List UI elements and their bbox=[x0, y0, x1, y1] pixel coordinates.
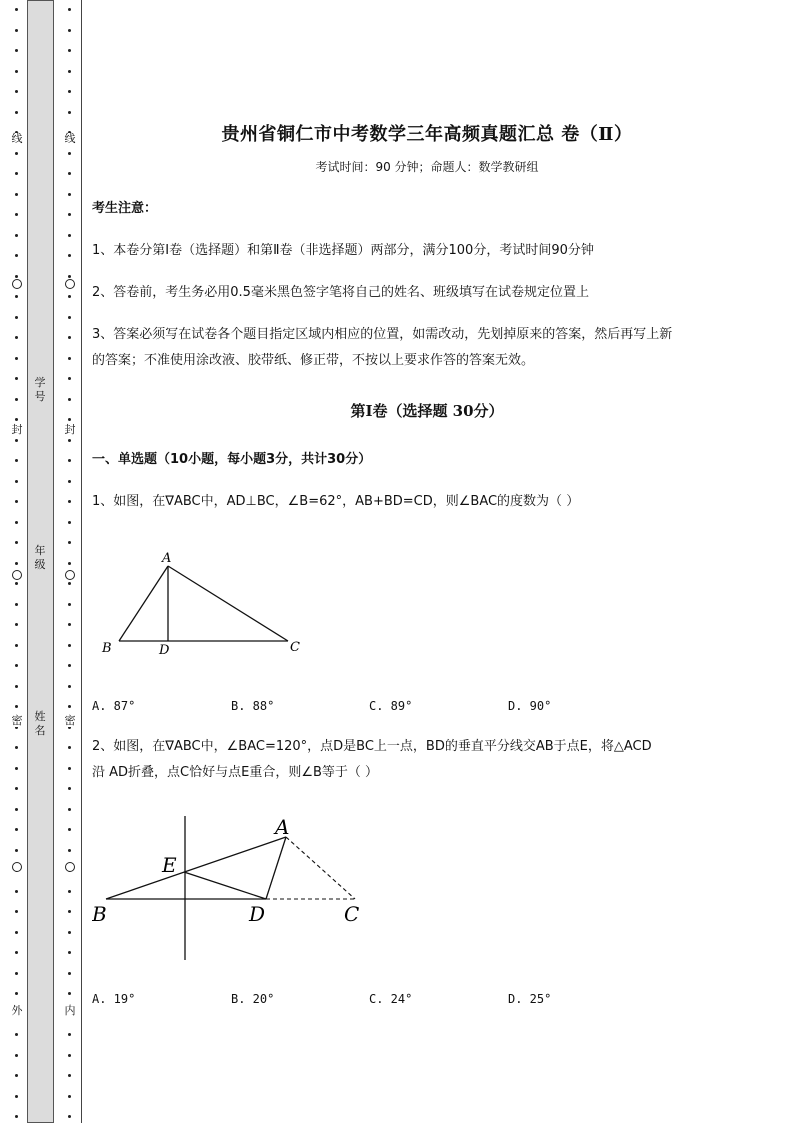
binding-dot bbox=[15, 439, 18, 442]
binding-dot bbox=[68, 49, 71, 52]
label-a: A bbox=[162, 551, 172, 566]
binding-dot bbox=[15, 1054, 18, 1057]
binding-dot bbox=[15, 254, 18, 257]
question-1-figure bbox=[92, 540, 332, 670]
inner-circle bbox=[65, 279, 75, 289]
segment-ba bbox=[106, 837, 286, 899]
binding-margin bbox=[0, 0, 84, 1123]
binding-dot bbox=[68, 357, 71, 360]
inner-char-xian: 线 bbox=[62, 133, 78, 145]
binding-dot bbox=[68, 705, 71, 708]
binding-dot bbox=[15, 418, 18, 421]
binding-dot bbox=[15, 1033, 18, 1036]
binding-dot bbox=[15, 562, 18, 565]
binding-dot bbox=[68, 541, 71, 544]
student-id-label: 学号 bbox=[34, 376, 46, 403]
label-c: C bbox=[344, 902, 360, 926]
binding-dot bbox=[15, 377, 18, 380]
inner-circle bbox=[65, 862, 75, 872]
binding-dot bbox=[68, 849, 71, 852]
binding-dot bbox=[68, 992, 71, 995]
outer-circle bbox=[12, 279, 22, 289]
binding-dot bbox=[68, 316, 71, 319]
section-title: 第Ⅰ卷（选择题 30分） bbox=[350, 402, 504, 420]
name-label: 姓名 bbox=[34, 710, 46, 737]
binding-dot bbox=[15, 234, 18, 237]
binding-dot bbox=[68, 459, 71, 462]
binding-dot bbox=[68, 1115, 71, 1118]
binding-dot bbox=[68, 90, 71, 93]
note-item: 2、答卷前，考生务必用0.5毫米黑色签字笔将自己的姓名、班级填写在试卷规定位置上 bbox=[92, 285, 589, 300]
binding-dot bbox=[15, 1115, 18, 1118]
q1-option-a[interactable]: A. 87° bbox=[92, 699, 136, 713]
binding-dot bbox=[15, 972, 18, 975]
dashed-segment-ac bbox=[286, 837, 355, 899]
binding-dot bbox=[68, 193, 71, 196]
grade-label: 年级 bbox=[34, 544, 46, 571]
student-id-field bbox=[32, 376, 48, 404]
binding-dot bbox=[68, 480, 71, 483]
binding-dot bbox=[68, 377, 71, 380]
binding-dot bbox=[15, 890, 18, 893]
binding-dot bbox=[68, 931, 71, 934]
binding-dot bbox=[68, 685, 71, 688]
binding-dot bbox=[15, 49, 18, 52]
binding-dot bbox=[15, 787, 18, 790]
binding-dot bbox=[15, 1095, 18, 1098]
binding-dot bbox=[15, 336, 18, 339]
binding-dot bbox=[15, 172, 18, 175]
binding-dot bbox=[68, 172, 71, 175]
segment-ed bbox=[184, 872, 266, 899]
binding-dot bbox=[15, 1074, 18, 1077]
binding-dot bbox=[15, 459, 18, 462]
binding-dot bbox=[15, 705, 18, 708]
inner-char-feng: 封 bbox=[62, 424, 78, 436]
label-a: A bbox=[275, 815, 290, 839]
binding-dot bbox=[15, 152, 18, 155]
binding-dot bbox=[15, 849, 18, 852]
binding-dot bbox=[15, 910, 18, 913]
binding-dot bbox=[68, 910, 71, 913]
outer-circle bbox=[12, 862, 22, 872]
binding-dot bbox=[15, 808, 18, 811]
binding-dot bbox=[68, 111, 71, 114]
inner-char-mi: 密 bbox=[62, 715, 78, 727]
binding-dot bbox=[68, 1074, 71, 1077]
binding-dot bbox=[15, 70, 18, 73]
binding-dot bbox=[68, 664, 71, 667]
q1-option-d[interactable]: D. 90° bbox=[508, 699, 552, 713]
binding-dot bbox=[15, 582, 18, 585]
label-b: B bbox=[92, 902, 107, 926]
outer-char-feng: 封 bbox=[9, 424, 25, 436]
binding-dot bbox=[68, 767, 71, 770]
note-item: 3、答案必须写在试卷各个题目指定区域内相应的位置，如需改动，先划掉原来的答案，然后再写上新 bbox=[92, 327, 673, 342]
binding-dot bbox=[15, 541, 18, 544]
q2-option-d[interactable]: D. 25° bbox=[508, 992, 552, 1006]
q2-option-a[interactable]: A. 19° bbox=[92, 992, 136, 1006]
binding-dot bbox=[15, 29, 18, 32]
binding-dot bbox=[15, 90, 18, 93]
segment-ad bbox=[266, 837, 286, 899]
binding-dot bbox=[68, 295, 71, 298]
binding-dot bbox=[15, 951, 18, 954]
binding-dot bbox=[68, 439, 71, 442]
binding-dot bbox=[15, 316, 18, 319]
binding-dot bbox=[68, 603, 71, 606]
binding-dot bbox=[68, 336, 71, 339]
question-1-text: 1、如图，在∇ABC中，AD⊥BC，∠B=62°，AB+BD=CD，则∠BAC的度数为（ ） bbox=[92, 494, 580, 509]
binding-dot bbox=[68, 70, 71, 73]
binding-dot bbox=[15, 992, 18, 995]
outer-char-wai: 外 bbox=[9, 1005, 25, 1017]
binding-dot bbox=[68, 582, 71, 585]
binding-dot bbox=[15, 480, 18, 483]
binding-dot bbox=[68, 972, 71, 975]
label-d: D bbox=[159, 643, 170, 658]
segment-ab bbox=[119, 566, 168, 641]
binding-dot bbox=[68, 890, 71, 893]
notes-heading: 考生注意： bbox=[92, 201, 158, 216]
exam-title: 贵州省铜仁市中考数学三年高频真题汇总 卷（Ⅱ） bbox=[221, 124, 633, 145]
binding-dot bbox=[15, 213, 18, 216]
binding-dot bbox=[15, 295, 18, 298]
question-2-figure bbox=[92, 810, 382, 970]
binding-dot bbox=[15, 664, 18, 667]
label-b: B bbox=[102, 641, 112, 656]
binding-right-line bbox=[81, 0, 82, 1123]
binding-dot bbox=[15, 521, 18, 524]
binding-dot bbox=[15, 685, 18, 688]
binding-dot bbox=[15, 746, 18, 749]
grade-field bbox=[32, 544, 48, 572]
outer-char-xian: 线 bbox=[9, 133, 25, 145]
binding-dot bbox=[68, 8, 71, 11]
q2-option-b[interactable]: B. 20° bbox=[231, 992, 275, 1006]
binding-dot bbox=[68, 746, 71, 749]
q2-option-c[interactable]: C. 24° bbox=[369, 992, 413, 1006]
binding-dot bbox=[15, 767, 18, 770]
note-item: 的答案；不准使用涂改液、胶带纸、修正带，不按以上要求作答的答案无效。 bbox=[92, 353, 535, 368]
inner-circle bbox=[65, 570, 75, 580]
binding-dot bbox=[68, 521, 71, 524]
inner-char-nei: 内 bbox=[62, 1005, 78, 1017]
outer-circle bbox=[12, 570, 22, 580]
inner-dot-column bbox=[63, 0, 77, 1123]
binding-dot bbox=[68, 275, 71, 278]
binding-dot bbox=[68, 398, 71, 401]
binding-dot bbox=[68, 1054, 71, 1057]
question-2-text-line2: 沿 AD折叠，点C恰好与点E重合，则∠B等于（ ） bbox=[92, 765, 379, 780]
q1-option-b[interactable]: B. 88° bbox=[231, 699, 275, 713]
outer-char-mi: 密 bbox=[9, 715, 25, 727]
binding-dot bbox=[68, 644, 71, 647]
name-field bbox=[32, 710, 48, 738]
binding-dot bbox=[68, 234, 71, 237]
question-2-text-line1: 2、如图，在∇ABC中，∠BAC=120°，点D是BC上一点，BD的垂直平分线交AB于点E，将△ACD bbox=[92, 739, 652, 754]
binding-dot bbox=[15, 357, 18, 360]
segment-ac bbox=[168, 566, 288, 641]
binding-dot bbox=[68, 213, 71, 216]
label-e: E bbox=[162, 853, 177, 877]
binding-dot bbox=[68, 500, 71, 503]
binding-dot bbox=[15, 193, 18, 196]
note-item: 1、本卷分第Ⅰ卷（选择题）和第Ⅱ卷（非选择题）两部分，满分100分，考试时间90分钟 bbox=[92, 243, 594, 258]
part-heading: 一、单选题（10小题，每小题3分，共计30分） bbox=[92, 452, 372, 467]
binding-dot bbox=[68, 152, 71, 155]
binding-dot bbox=[68, 1095, 71, 1098]
binding-dot bbox=[15, 644, 18, 647]
binding-dot bbox=[15, 111, 18, 114]
binding-dot bbox=[15, 603, 18, 606]
binding-dot bbox=[15, 8, 18, 11]
binding-dot bbox=[68, 808, 71, 811]
binding-dot bbox=[15, 275, 18, 278]
binding-dot bbox=[15, 623, 18, 626]
binding-dot bbox=[68, 562, 71, 565]
q1-option-c[interactable]: C. 89° bbox=[369, 699, 413, 713]
binding-dot bbox=[68, 787, 71, 790]
binding-dot bbox=[68, 29, 71, 32]
label-c: C bbox=[290, 640, 300, 655]
label-d: D bbox=[249, 902, 266, 926]
outer-dot-column bbox=[10, 0, 24, 1123]
binding-dot bbox=[15, 500, 18, 503]
binding-dot bbox=[68, 623, 71, 626]
binding-dot bbox=[68, 951, 71, 954]
binding-dot bbox=[68, 418, 71, 421]
binding-dot bbox=[15, 398, 18, 401]
binding-dot bbox=[68, 828, 71, 831]
binding-dot bbox=[68, 254, 71, 257]
binding-dot bbox=[15, 828, 18, 831]
exam-subtitle: 考试时间：90 分钟；命题人：数学教研组 bbox=[315, 160, 539, 174]
binding-dot bbox=[68, 1033, 71, 1036]
binding-dot bbox=[15, 931, 18, 934]
